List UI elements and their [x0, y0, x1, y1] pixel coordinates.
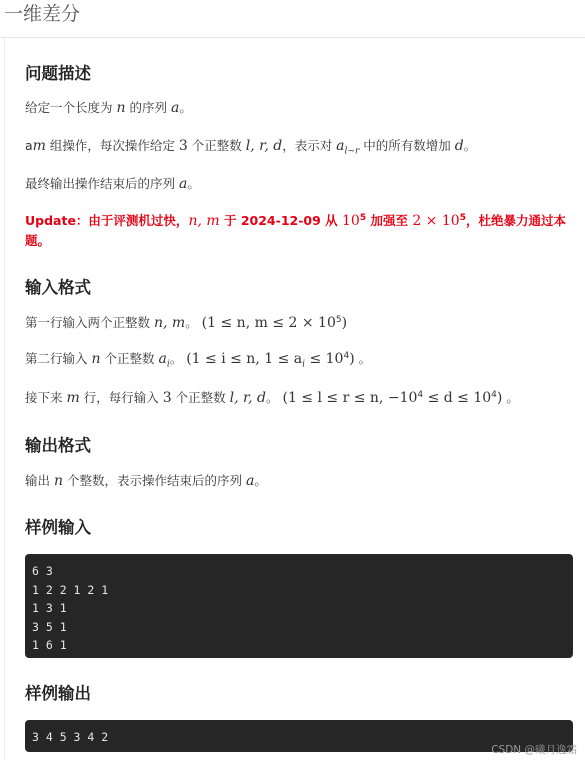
code-line: 6 3	[32, 564, 53, 578]
desc-line-2: am 组操作，每次操作给定 3 个正整数 l, r, d，表示对 $a_{l\sim r}$ 中的所有数增加 d。	[25, 138, 477, 157]
sample-input-heading: 样例输入	[25, 518, 91, 537]
desc-line-3: 最终输出操作结束后的序列 a。	[25, 176, 200, 192]
page-title: 一维差分	[4, 3, 81, 25]
code-line: 1 6 1	[32, 638, 67, 652]
watermark: CSDN @曦月逸霜	[491, 744, 577, 756]
code-line: 1 2 2 1 2 1	[32, 582, 109, 597]
problem-card	[4, 38, 585, 760]
sample-output-heading: 样例输出	[25, 684, 91, 703]
input-line-2: 第二行输入 n 个正整数 $a_i$。 (1 ≤ i ≤ n, $1 \le a_i \le 10^4$) 。	[25, 350, 372, 370]
input-heading: 输入格式	[25, 278, 91, 297]
code-line: 3 5 1	[32, 619, 67, 634]
code-line: 3 4 5 3 4 2	[32, 730, 109, 744]
desc-heading: 问题描述	[25, 64, 91, 83]
sample-input-code	[25, 554, 573, 658]
desc-line-1: 给定一个长度为 n 的序列 a。	[25, 100, 192, 116]
input-line-1: 第一行输入两个正整数 n, m。 (1 ≤ n, $m \le 2 \times 10^5$)	[25, 314, 348, 331]
output-line-1: 输出 n 个整数，表示操作结束后的序列 a。	[25, 473, 267, 489]
input-line-3: 接下来 m 行，每行输入 3 个正整数 l, r, d。 (1 ≤ l ≤ r ≤ n, $-10^4 \le d \le 10^4$) 。	[25, 389, 519, 406]
output-heading: 输出格式	[25, 436, 91, 455]
code-line: 1 3 1	[32, 601, 67, 615]
update-notice: Update：由于评测机过快，n, m 于 2024-12-09 从 $10^5$ 加强至 $2 \times 10^5$，杜绝暴力通过本题。	[25, 213, 566, 249]
